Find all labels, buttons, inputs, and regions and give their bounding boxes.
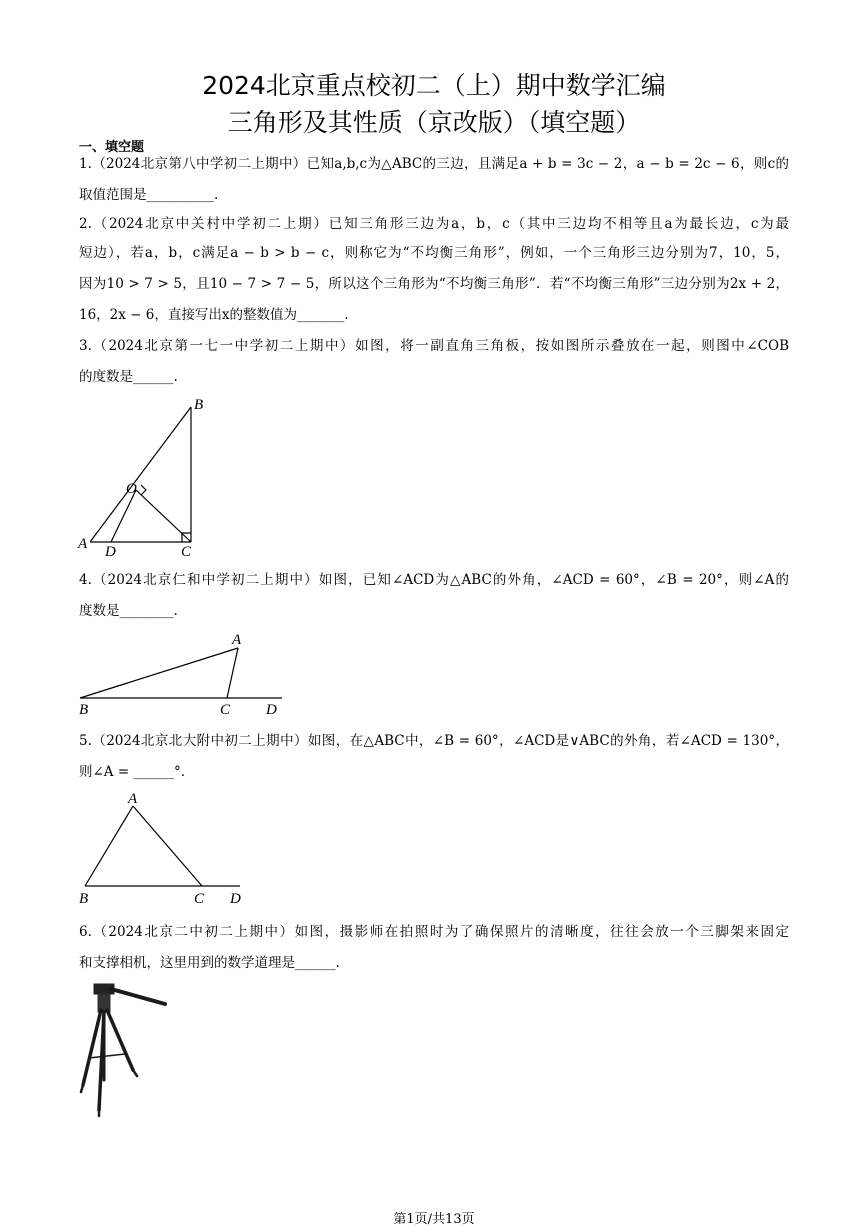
page-subtitle: 三角形及其性质（京改版）（填空题）	[227, 108, 641, 137]
q4-label-c: C	[220, 702, 231, 718]
q6-line-2: 和支撑相机，这里用到的数学道理是______.	[79, 955, 340, 971]
q3-label-b: B	[194, 397, 204, 413]
q6-line-1: 6.（2024北京二中初二上期中）如图，摄影师在拍照时为了确保照片的清晰度，往往会放一个三脚架来固定	[79, 924, 789, 940]
q2-line-4: 16，2x − 6，直接写出x的整数值为_______.	[79, 307, 349, 323]
q4-segment-ba	[80, 648, 238, 698]
q3-label-a: A	[78, 536, 88, 552]
page-footer: 第1页/共13页	[393, 1212, 475, 1227]
q4-label-a: A	[232, 632, 242, 648]
q5-figure	[70, 788, 260, 908]
page-title: 2024北京重点校初二（上）期中数学汇编	[202, 71, 666, 100]
q3-line-2: 的度数是______.	[79, 369, 178, 385]
section-heading: 一、填空题	[79, 140, 145, 155]
q3-line-1: 3.（2024北京第一七一中学初二上期中）如图，将一副直角三角板，按如图所示叠放在一起，则图中∠COB	[79, 338, 789, 354]
q3-right-angle-o	[141, 485, 146, 495]
q5-label-d: D	[230, 891, 241, 907]
q5-label-b: B	[79, 891, 89, 907]
q5-line-2: 则∠A = ______°.	[79, 764, 185, 780]
q2-line-1: 2.（2024北京中关村中学初二上期）已知三角形三边为a，b，c（其中三边均不相等且a为最长边，c为最	[79, 216, 789, 232]
q5-label-a: A	[128, 791, 138, 807]
tripod-image	[75, 980, 175, 1120]
q4-label-d: D	[266, 702, 277, 718]
q4-segment-ac	[227, 648, 238, 698]
q2-line-2: 短边），若a，b，c满足a − b > b − c，则称它为“不均衡三角形”，例如，一个三角形三边分别为7，10，5，	[79, 245, 789, 261]
q4-figure	[70, 628, 300, 723]
q5-segment-ac	[133, 806, 202, 886]
q3-label-c: C	[181, 544, 192, 560]
q3-label-d: D	[105, 544, 116, 560]
q5-line-1: 5.（2024北京北大附中初二上期中）如图，在△ABC中，∠B = 60°，∠ACD是∨ABC的外角，若∠ACD = 130°，	[79, 733, 789, 749]
q3-segment-ab	[90, 407, 191, 542]
q1-line-2: 取值范围是__________.	[79, 187, 219, 203]
q4-line-2: 度数是________.	[79, 603, 178, 619]
q2-line-3: 因为10 > 7 > 5，且10 − 7 > 7 − 5，所以这个三角形为“不均衡三角形”．若“不均衡三角形”三边分别为2x + 2，	[79, 276, 789, 292]
q5-label-c: C	[194, 891, 205, 907]
q4-line-1: 4.（2024北京仁和中学初二上期中）如图，已知∠ACD为△ABC的外角，∠ACD = 60°，∠B = 20°，则∠A的	[79, 572, 789, 588]
q1-line-1: 1.（2024北京第八中学初二上期中）已知a,b,c为△ABC的三边，且满足a + b = 3c − 2，a − b = 2c − 6，则c的	[79, 156, 789, 172]
q5-segment-ba	[85, 806, 133, 886]
q3-figure	[70, 392, 220, 562]
q3-label-o: O	[126, 481, 137, 497]
q4-label-b: B	[79, 702, 89, 718]
q3-segment-oc	[136, 490, 191, 542]
